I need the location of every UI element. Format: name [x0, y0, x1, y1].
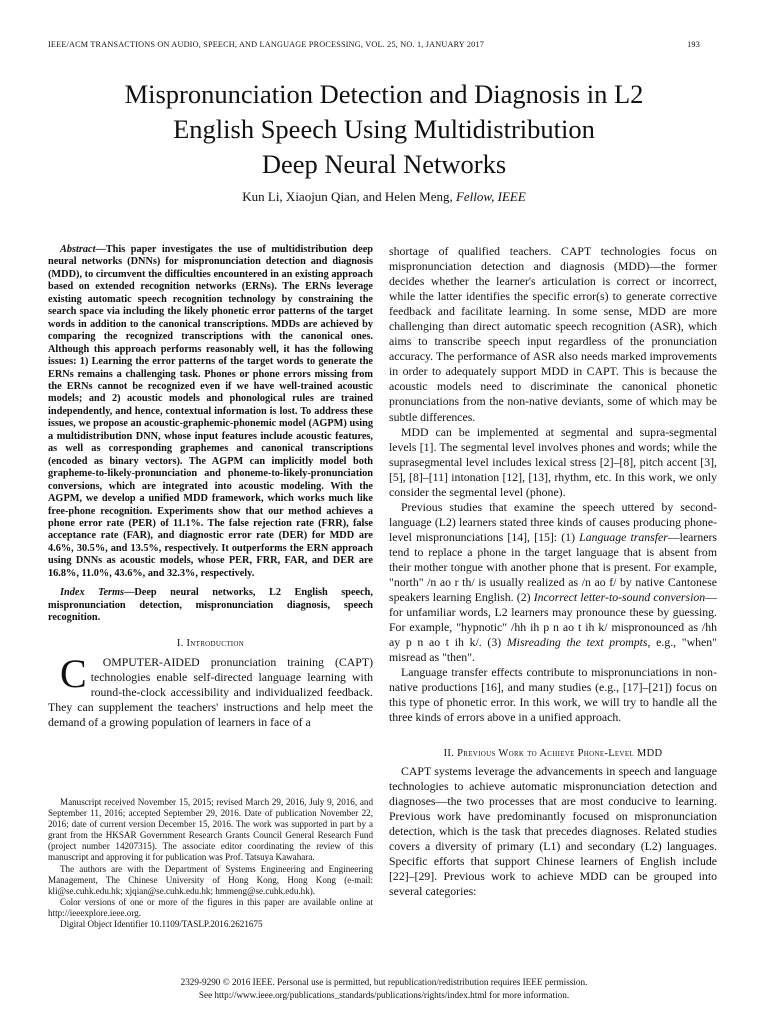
previous-work-body	[389, 764, 717, 899]
misreading-term: Misreading the text prompts	[506, 635, 648, 650]
paragraph-previous-work: CAPT systems leverage the advancements in speech and language technologies to achieve automatic mispronunciation detection and diagnoses—the two processes that are most conducive to learning. Previous work have predominantly focused on mispronunciation detection, which is the task that precedes diagnoses. Related studies covers a diversity of primary (L1) and secondary (L2) languages. Specific efforts that support Chinese learners of English include [22]–[29]. Previous work to achieve MDD can be grouped into several categories:	[389, 763, 717, 898]
causes-text-c: —for unfamiliar words, L2 learners may pronounce these by guessing. For example, "hypnotic" /hh ih p n ao t ih k/ mispronounced as /hh ay p n ao t ih k/. (3)	[389, 590, 717, 650]
title-line-1: Mispronunciation Detection and Diagnosis in L2	[124, 79, 644, 109]
introduction-body	[48, 650, 373, 730]
language-transfer-term: Language transfer	[579, 529, 668, 544]
paper-title	[40, 77, 728, 182]
rights-url-line: See http://www.ieee.org/publications_standards/publications/rights/index.html for more information.	[198, 989, 570, 1000]
introduction-paragraph	[48, 650, 373, 730]
footnote-color: Color versions of one or more of the figures in this paper are available online at http://ieeexplore.ieee.org.	[48, 896, 373, 918]
paragraph-mdd-levels: MDD can be implemented at segmental and supra-segmental levels [1]. The segmental level involves phones and words; while the suprasegmental level includes lexical stress [2]–[8], pitch accent [3], [5], [8]–[11] intonation [12], [13], rhythm, etc. In this work, we only consider the segmental level (phone).	[389, 424, 717, 499]
intro-text: pronunciation training (CAPT) technologies enable self-directed language learning with round-the-clock accessibility and individualized feedback. They can supplement the teachers' instructions and help meet the demand of a growing population of learners in face of a	[48, 654, 373, 729]
paragraph-capt: shortage of qualified teachers. CAPT technologies focus on mispronunciation detection and diagnosis (MDD)—the former decides whether the learner's articulation is correct or incorrect, while the latter identifies the specific error(s) to generate corrective feedback and facilitate learning. In some sense, MDD are more challenging than direct automatic speech recognition (ASR), which aims to transcribe speech input regardless of the pronunciation accuracy. The performance of ASR also needs marked improvements in order to adequately support MDD in CAPT. This is because the acoustic models need to discriminate the canonical phonetic pronunciations from the non-native deviants, some of which may be subtle differences.	[389, 244, 717, 424]
copyright-footer	[40, 976, 728, 1001]
right-column	[389, 244, 717, 899]
causes-text-a: Previous studies that examine the speech uttered by second-language (L2) learners stated three kinds of causes producing phone-level mispronunciations [14], [15]: (1)	[389, 499, 717, 544]
author-names: Kun Li, Xiaojun Qian, and Helen Meng,	[242, 189, 453, 204]
drop-cap: C	[60, 650, 87, 696]
paragraph-language-transfer: Language transfer effects contribute to mispronunciations in non-native productions [16], and many studies (e.g., [17]–[21]) focus on this type of phonetic error. In this work, we will try to handle all the three kinds of errors above in a unified approach.	[389, 665, 717, 725]
letter-to-sound-term: Incorrect letter-to-sound conversion	[533, 590, 706, 605]
abstract-lead: Abstract	[60, 244, 96, 255]
footnote-affiliation: The authors are with the Department of Systems Engineering and Engineering Management, The Chinese University of Hong Kong, Hong Kong (e-mail: kli@se.cuhk.edu.hk; xjqian@se.cuhk.edu.hk; hmmeng@se.cuhk.edu.hk).	[48, 863, 373, 896]
right-body	[389, 244, 717, 726]
copyright-line: 2329-9290 © 2016 IEEE. Personal use is permitted, but republication/redistribution requires IEEE permission.	[180, 977, 588, 987]
footnote-manuscript: Manuscript received November 15, 2015; revised March 29, 2016, July 9, 2016, and September 11, 2016; accepted September 29, 2016. Date of publication November 22, 2016; date of current version December 15, 2016. The work was supported in part by a grant from the HKSAR Government Research Grants Council General Research Fund (project number 14207315). The associate editor coordinating the review of this manuscript and approving it for publication was Prof. Tatsuya Kawahara.	[48, 797, 373, 863]
left-column	[48, 244, 373, 730]
paragraph-causes	[389, 500, 717, 666]
title-line-3: Deep Neural Networks	[261, 149, 507, 179]
causes-text-b: —learners tend to replace a phone in the target language that is absent from their mother tongue with another phone that is present. For example, "north" /n ao r th/ is usually realized as /n ao f/ by native Cantonese speakers learning English. (2)	[389, 529, 718, 605]
title-line-2: English Speech Using Multidistribution	[173, 114, 595, 144]
index-terms	[48, 587, 373, 624]
index-terms-lead: Index Terms	[60, 587, 125, 599]
abstract	[48, 244, 373, 580]
author-list	[40, 189, 728, 205]
author-fellow: Fellow, IEEE	[455, 189, 526, 204]
page-number: 193	[687, 40, 700, 49]
running-header	[48, 40, 700, 49]
abstract-text: —This paper investigates the use of multidistribution deep neural networks (DNNs) for mispronunciation detection and diagnosis (MDD), to circumvent the difficulties encountered in an existing approach based on extended recognition networks (ERNs). The ERNs leverage existing automatic speech recognition technology by constraining the search space via including the likely phonetic error patterns of the target words in addition to the canonical transcriptions. MDDs are achieved by comparing the recognized transcriptions with the canonical ones. Although this approach performs reasonably well, it has the following issues: 1) Learning the error patterns of the target words to generate the ERNs remains a challenging task. Phones or phone errors missing from the ERNs cannot be recognized even if we have well-trained acoustic models; and 2) acoustic models and phonological rules are trained independently, and hence, contextual information is lost. To address these issues, we propose an acoustic-graphemic-phonemic model (AGPM) using a multidistribution DNN, whose input features include acoustic features, as well as corresponding graphemes and canonical transcriptions (encoded as binary vectors). The AGPM can implicitly model both grapheme-to-likely-pronunciation and phoneme-to-likely-pronunciation conversions, which are integrated into acoustic modeling. With the AGPM, we develop a unified MDD framework, which works much like free-phone recognition. Experiments show that our method achieves a phone error rate (PER) of 11.1%. The false rejection rate (FRR), false acceptance rate (FAR), and diagnostic error rate (DER) for MDD are 4.6%, 30.5%, and 13.5%, respectively. It outperforms the ERN approach using DNNs as acoustic models, whose PER, FRR, FAR, and DER are 16.8%, 11.0%, 43.6%, and 32.3%, respectively.	[48, 244, 373, 579]
intro-caps: OMPUTER-AIDED	[102, 654, 200, 669]
causes-text-d: , e.g., "when" misread as "then".	[389, 635, 717, 665]
footnote-doi: Digital Object Identifier 10.1109/TASLP.2016.2621675	[60, 919, 263, 930]
footnote	[48, 797, 373, 930]
section-heading-previous-work: II. Previous Work to Achieve Phone-Level MDD	[443, 747, 663, 759]
journal-name: IEEE/ACM TRANSACTIONS ON AUDIO, SPEECH, AND LANGUAGE PROCESSING, VOL. 25, NO. 1, JANUARY 2017	[48, 40, 485, 49]
section-heading-introduction: I. Introduction	[176, 637, 245, 649]
index-terms-text: —Deep neural networks, L2 English speech, mispronunciation detection, mispronunciation diagnosis, speech recognition.	[48, 587, 373, 624]
